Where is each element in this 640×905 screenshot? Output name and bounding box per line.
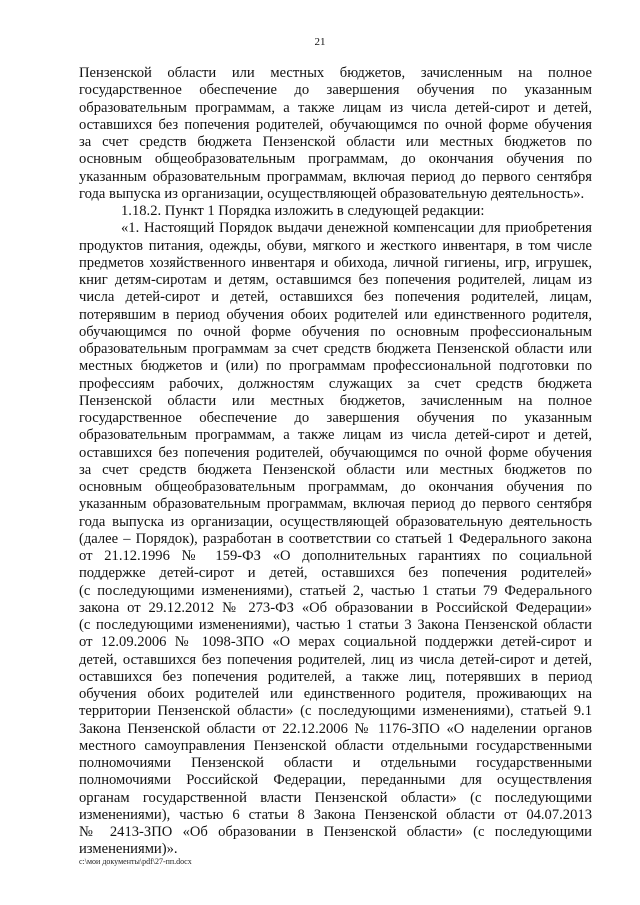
text-line: закона от 29.12.2012 № 273-ФЗ «Об образовании в Российской Федерации» xyxy=(79,599,592,616)
text-line: изменениями), частью 6 статьи 8 Закона Пензенской области от 04.07.2013 xyxy=(79,806,592,823)
text-line: территории Пензенской области» (с последующими изменениями), статьей 9.1 xyxy=(79,703,592,720)
text-line: полномочиями Российской Федерации, переданными для осуществления xyxy=(79,772,592,789)
document-body xyxy=(79,65,592,859)
body-text xyxy=(79,65,592,859)
text-line: «1. Настоящий Порядок выдачи денежной компенсации для приобретения xyxy=(121,220,592,237)
text-line: от 12.09.2006 № 1098-ЗПО «О мерах социальной поддержки детей-сирот и xyxy=(79,634,592,651)
text-line: государственное обеспечение до завершения обучения по указанным xyxy=(79,82,592,99)
text-line: книг детям-сиротам и детям, оставшимся без попечения родителей, лицам из xyxy=(79,272,592,288)
text-line: Пензенской области или местных бюджетов, зачисленным на полное xyxy=(79,65,592,81)
text-line: поддержке детей-сирот и детей, оставшихся без попечения родителей» xyxy=(79,565,592,582)
text-line: предметов хозяйственного инвентаря и обихода, личной гигиены, игр, игрушек, xyxy=(79,254,592,271)
text-line: года выпуска из организации, осуществляющей образовательную деятельность xyxy=(79,513,592,530)
text-line: Закона Пензенской области от 22.12.2006 № 1176-ЗПО «О наделении органов xyxy=(79,720,592,737)
text-line: обучающимся по очной форме обучения по основным профессиональным xyxy=(79,323,592,340)
text-line: Пензенской области или местных бюджетов, зачисленным на полное xyxy=(79,392,592,409)
text-line: детей, оставшихся без попечения родителей, лиц из числа детей-сирот и детей, xyxy=(79,651,592,668)
text-line: профессиям рабочих, должностям служащих за счет средств бюджета xyxy=(79,375,592,392)
text-line: образовательным программам за счет средств бюджета Пензенской области или xyxy=(79,341,592,357)
text-line: указанным образовательным программам, включая период до первого сентября xyxy=(79,496,592,513)
text-line: основным общеобразовательным программам, до окончания обучения по xyxy=(79,151,592,168)
text-line: за счет средств бюджета Пензенской области или местных бюджетов по xyxy=(79,461,592,478)
text-line: (с последующими изменениями), статьей 2, частью 1 статьи 79 Федерального xyxy=(79,582,592,599)
text-line: обучения обоих родителей или единственного родителя, проживающих на xyxy=(79,686,592,702)
text-line: изменениями)». xyxy=(79,841,178,858)
text-line: оставшихся без попечения родителей, обучающимся по очной форме обучения xyxy=(79,116,592,133)
text-line: основным общеобразовательным программам, до окончания обучения по xyxy=(79,479,592,495)
text-line: государственное обеспечение до завершения обучения по указанным xyxy=(79,410,592,426)
text-line: за счет средств бюджета Пензенской области или местных бюджетов по xyxy=(79,134,592,150)
footer-file-path: c:\мои документы\pdf\27-пп.docx xyxy=(79,857,192,866)
text-line: образовательным программам, а также лицам из числа детей-сирот и детей, xyxy=(79,99,592,116)
text-line: местных бюджетов и (или) по программам профессиональной подготовки по xyxy=(79,358,592,375)
text-line: продуктов питания, одежды, обуви, мягкого и жесткого инвентаря, в том числе xyxy=(79,237,592,254)
text-line: числа детей-сирот и детей, оставшихся без попечения родителей, лицам, xyxy=(79,289,592,306)
text-line: полномочиями Пензенской области и отдельными государственными xyxy=(79,755,592,771)
text-line: (с последующими изменениями), частью 1 статьи 3 Закона Пензенской области xyxy=(79,617,592,633)
text-line: потерявшим в период обучения обоих родителей или единственного родителя, xyxy=(79,306,592,323)
text-line: от 21.12.1996 № 159-ФЗ «О дополнительных гарантиях по социальной xyxy=(79,548,592,564)
page-number: 21 xyxy=(314,36,326,48)
text-line: образовательным программам, а также лицам из числа детей-сирот и детей, xyxy=(79,427,592,444)
text-line: 1.18.2. Пункт 1 Порядка изложить в следующей редакции: xyxy=(121,203,485,219)
text-line: оставшихся без попечения родителей, а также лиц, потерявших в период xyxy=(79,668,592,685)
text-line: указанным образовательным программам, включая период до первого сентября xyxy=(79,168,592,185)
text-line: местного самоуправления Пензенской области отдельными государственными xyxy=(79,737,592,754)
text-line: оставшихся без попечения родителей, обучающимся по очной форме обучения xyxy=(79,444,592,461)
text-line: № 2413-ЗПО «Об образовании в Пензенской области» (с последующими xyxy=(79,824,592,840)
text-line: года выпуска из организации, осуществляющей образовательную деятельность». xyxy=(79,185,585,202)
text-line: (далее – Порядок), разработан в соответствии со статьей 1 Федерального закона xyxy=(79,530,592,547)
text-line: органам государственной власти Пензенской области» (с последующими xyxy=(79,789,592,806)
